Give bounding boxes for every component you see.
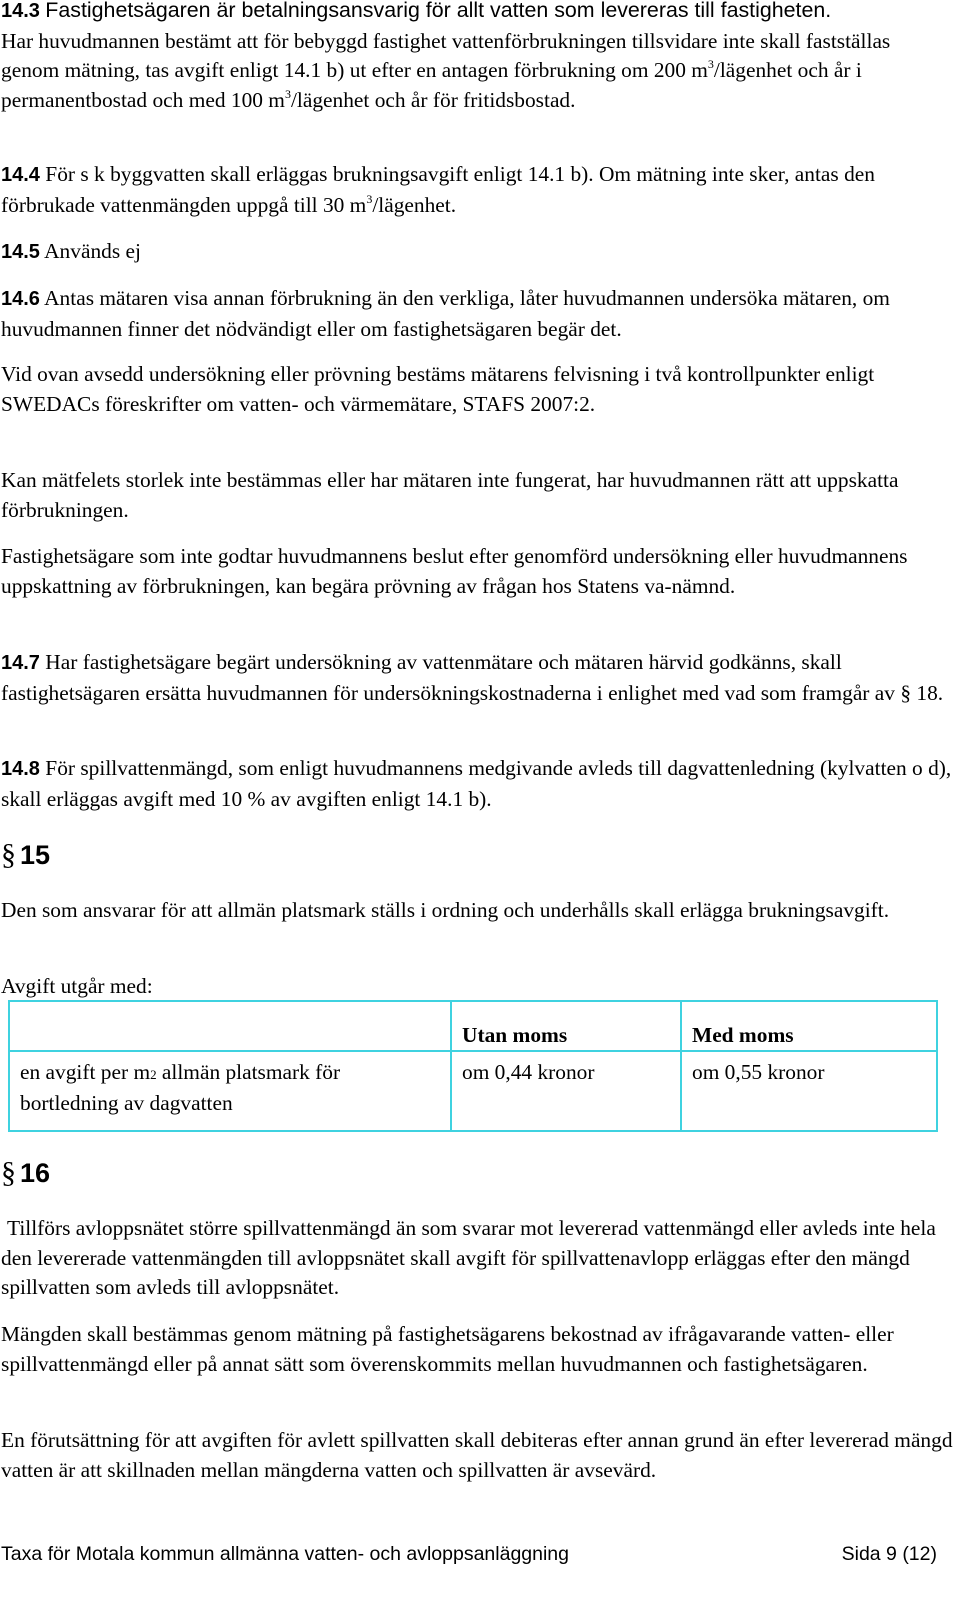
table-cell <box>9 1001 451 1051</box>
section-heading-number: 15 <box>20 840 51 870</box>
superscript: 3 <box>284 86 291 101</box>
section-text: /lägenhet och år i permanentbostad och med 100 m <box>1 58 862 112</box>
paragraph: Fastighetsägare som inte godtar huvudmannens beslut efter genomförd undersökning eller huvudmannens uppskattning av förbrukningen, kan begära prövning av frågan hos Statens va-nämnd. <box>1 544 908 598</box>
row-label-text: en avgift per m <box>20 1060 151 1084</box>
fee-table <box>8 1000 938 1132</box>
section-number: 14.8 <box>1 758 40 780</box>
section-text: För spillvattenmängd, som enligt huvudmannens medgivande avleds till dagvattenledning (kylvatten o d), skall erläggas avgift med 10 % av avgiften enligt 14.1 b). <box>1 756 952 811</box>
section-heading-16 <box>1 1156 50 1190</box>
section-number: 14.3 <box>1 0 40 22</box>
section-text: Fastighetsägaren är betalningsansvarig för allt vatten som levereras till fastigheten. <box>45 0 832 22</box>
paragraph: En förutsättning för att avgiften för avlett spillvatten skall debiteras efter annan grund än efter levererad mängd vatten är att skillnaden mellan mängderna vatten och spillvatten är avsevärd. <box>1 1428 953 1482</box>
paragraph: Mängden skall bestämmas genom mätning på fastighetsägarens bekostnad av ifrågavarande vatten- eller spillvattenmängd eller på annat sätt som överenskommits mellan huvudmannen och fastighetsägaren. <box>1 1322 894 1376</box>
price-without-vat: om 0,44 kronor <box>451 1051 681 1131</box>
section-reference: § 18. <box>900 680 944 705</box>
price-with-vat: om 0,55 kronor <box>681 1051 937 1131</box>
section-symbol: § <box>1 838 16 871</box>
paragraph: Vid ovan avsedd undersökning eller prövning bestäms mätarens felvisning i två kontrollpunkter enligt SWEDACs föreskrifter om vatten- och värmemätare, STAFS 2007:2. <box>1 362 875 416</box>
section-text: Används ej <box>44 239 141 263</box>
row-label-unit: 2 <box>150 1067 157 1082</box>
section-14-3 <box>1 0 953 115</box>
table-header-row <box>9 1001 937 1051</box>
row-label-text: allmän platsmark för bortledning av dagvatten <box>20 1060 341 1115</box>
section-text: Har fastighetsägare begärt undersökning av vattenmätare och mätaren härvid godkänns, skall fastighetsägaren ersätta huvudmannen för undersökningskostnaderna i enlighet med vad som framgår av <box>1 650 895 705</box>
superscript: 3 <box>366 191 373 206</box>
section-14-7 <box>1 648 953 708</box>
column-header-with-vat: Med moms <box>681 1001 937 1051</box>
section-heading-number: 16 <box>20 1158 51 1188</box>
table-row <box>9 1051 937 1131</box>
page-footer <box>1 1541 937 1567</box>
section-14-4 <box>1 160 953 220</box>
section-text: För s k byggvatten skall erläggas brukningsavgift enligt 14.1 b). Om mätning inte sker, antas den förbrukade vattenmängden uppgå till 30 m <box>1 162 875 217</box>
section-14-8 <box>1 754 953 814</box>
section-number: 14.4 <box>1 164 40 186</box>
section-heading-15 <box>1 838 50 872</box>
section-number: 14.7 <box>1 652 40 674</box>
paragraph: Kan mätfelets storlek inte bestämmas eller har mätaren inte fungerat, har huvudmannen rätt att uppskatta förbrukningen. <box>1 468 899 522</box>
section-text: /lägenhet. <box>372 192 457 217</box>
row-label <box>9 1051 451 1131</box>
footer-title: Taxa för Motala kommun allmänna vatten- och avloppsanläggning <box>1 1543 569 1565</box>
section-number: 14.6 <box>1 288 40 310</box>
section-number: 14.5 <box>1 241 40 263</box>
section-14-5 <box>1 237 953 268</box>
page-number: Sida 9 (12) <box>841 1543 937 1565</box>
section-text: /lägenhet och år för fritidsbostad. <box>290 87 576 112</box>
paragraph: Avgift utgår med: <box>1 974 153 998</box>
column-header-without-vat: Utan moms <box>451 1001 681 1051</box>
section-text: Har huvudmannen bestämt att för bebyggd fastighet vattenförbrukningen tillsvidare inte skall fastställas genom mätning, tas avgift enligt 14.1 b) ut efter en antagen förbrukning om 200 m <box>1 28 891 83</box>
paragraph: Den som ansvarar för att allmän platsmark ställs i ordning och underhålls skall erlägga brukningsavgift. <box>1 898 890 922</box>
section-14-6 <box>1 284 953 344</box>
section-symbol: § <box>1 1156 16 1189</box>
section-text: Antas mätaren visa annan förbrukning än den verkliga, låter huvudmannen undersöka mätaren, om huvudmannen finner det nödvändigt eller om fastighetsägaren begär det. <box>1 286 890 341</box>
paragraph: Tillförs avloppsnätet större spillvattenmängd än som svarar mot levererad vattenmängd eller avleds inte hela den levererade vattenmängden till avloppsnätet skall avgift för spillvattenavlopp erläggas efter den mängd spillvatten som avleds till avloppsnätet. <box>1 1216 936 1300</box>
superscript: 3 <box>707 57 714 72</box>
